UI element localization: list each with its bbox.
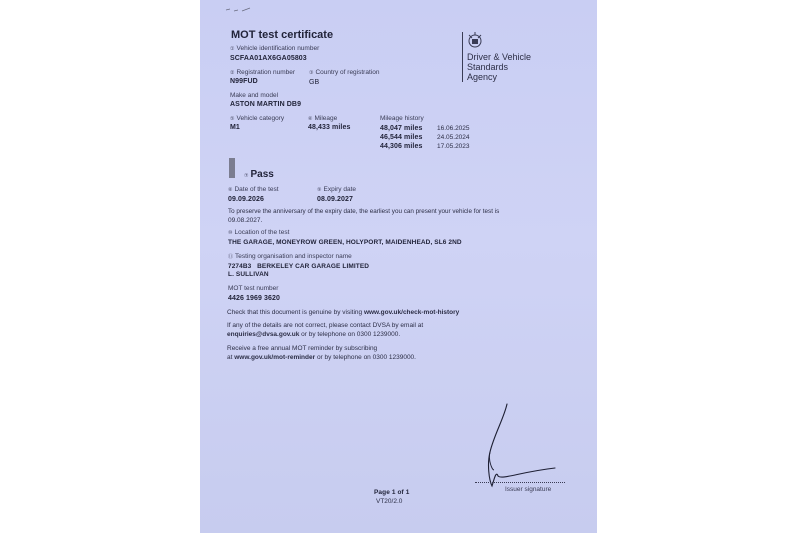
check-mot-link[interactable]: www.gov.uk/check-mot-history (363, 309, 460, 316)
mileage-history-label: Mileage history (380, 115, 424, 122)
make-model-label: Make and model (230, 92, 279, 99)
vin-number-icon: ① (230, 46, 235, 52)
vin-label: ① Vehicle identification number (230, 45, 320, 52)
inspector-name: L. SULLIVAN (228, 271, 269, 278)
contact-email-link[interactable]: enquiries@dvsa.gov.uk (227, 331, 300, 338)
mileage-history-miles: 48,047 miles (380, 125, 423, 132)
country-number-icon: ③ (309, 70, 314, 76)
mileage-history-date: 24.05.2024 (437, 134, 470, 141)
agency-line-2: Standards (467, 62, 509, 72)
mileage-history-date: 16.06.2025 (437, 125, 470, 132)
certificate-title: MOT test certificate (231, 29, 334, 41)
issuer-signature-label: Issuer signature (505, 486, 552, 493)
result-number-icon: ⑦ (244, 173, 249, 179)
organisation-label: ⑪ Testing organisation and inspector name (228, 253, 352, 260)
test-date-value: 09.09.2026 (228, 196, 265, 203)
mileage-number-icon: ⑥ (308, 116, 313, 122)
organisation-number-icon: ⑪ (228, 254, 234, 260)
location-number-icon: ⑩ (228, 230, 233, 236)
location-label: ⑩ Location of the test (228, 229, 290, 236)
result-status: Pass (250, 169, 274, 180)
anniversary-note-line-1: To preserve the anniversary of the expiry date, the earliest you can present your vehicle for test is (228, 208, 500, 215)
signature-line (475, 482, 565, 483)
test-date-label: ⑧ Date of the test (228, 186, 279, 193)
anniversary-note-line-2: 09.08.2027. (228, 217, 263, 224)
expiry-date-value: 08.09.2027 (317, 196, 354, 203)
test-date-number-icon: ⑧ (228, 187, 233, 193)
reminder-line-1: Receive a free annual MOT reminder by subscribing (227, 345, 378, 352)
category-number-icon: ⑤ (230, 116, 235, 122)
mileage-history-date: 17.05.2023 (437, 143, 470, 150)
certificate-paper (200, 0, 597, 533)
mot-number-label: MOT test number (228, 285, 279, 292)
royal-crest-icon (464, 30, 486, 50)
registration-label: ② Registration number (230, 69, 296, 76)
contact-line-1: If any of the details are not correct, please contact DVSA by email at (227, 322, 424, 329)
page-number: Page 1 of 1 (374, 489, 410, 496)
category-label: ⑤ Vehicle category (230, 115, 285, 122)
expiry-date-label: ⑨ Expiry date (317, 186, 357, 193)
mot-reminder-link[interactable]: www.gov.uk/mot-reminder (234, 354, 316, 361)
agency-line-3: Agency (467, 72, 498, 82)
registration-number-icon: ② (230, 70, 235, 76)
reminder-line-2: at www.gov.uk/mot-reminder or by telephone on 0300 1239000. (227, 354, 416, 361)
category-value: M1 (230, 124, 240, 131)
vin-value: SCFAA01AX6GA05803 (230, 55, 307, 62)
make-model-value: ASTON MARTIN DB9 (230, 101, 302, 108)
check-genuine-text: Check that this document is genuine by visiting www.gov.uk/check-mot-history (227, 309, 460, 316)
expiry-date-number-icon: ⑨ (317, 187, 322, 193)
agency-line-1: Driver & Vehicle (467, 52, 532, 62)
mileage-history-miles: 44,306 miles (380, 143, 423, 150)
mot-number-value: 4426 1969 3620 (228, 295, 281, 302)
mileage-history-miles: 46,544 miles (380, 134, 423, 141)
mileage-value: 48,433 miles (308, 124, 351, 131)
organisation-value: 7274B3 BERKELEY CAR GARAGE LIMITED (228, 263, 370, 270)
result-row (244, 164, 274, 182)
registration-value: N99FUD (230, 78, 258, 85)
pass-indicator-bar (229, 158, 235, 178)
country-value: GB (309, 79, 320, 86)
country-label: ③ Country of registration (309, 69, 380, 76)
stray-mark (224, 4, 254, 14)
agency-divider (462, 32, 463, 82)
issuer-signature-image (480, 400, 580, 490)
form-code: VT20/2.0 (376, 498, 403, 505)
contact-line-2: enquiries@dvsa.gov.uk or by telephone on 0300 1239000. (227, 331, 401, 338)
mileage-label: ⑥ Mileage (308, 115, 338, 122)
location-value: THE GARAGE, MONEYROW GREEN, HOLYPORT, MAIDENHEAD, SL6 2ND (228, 239, 462, 246)
